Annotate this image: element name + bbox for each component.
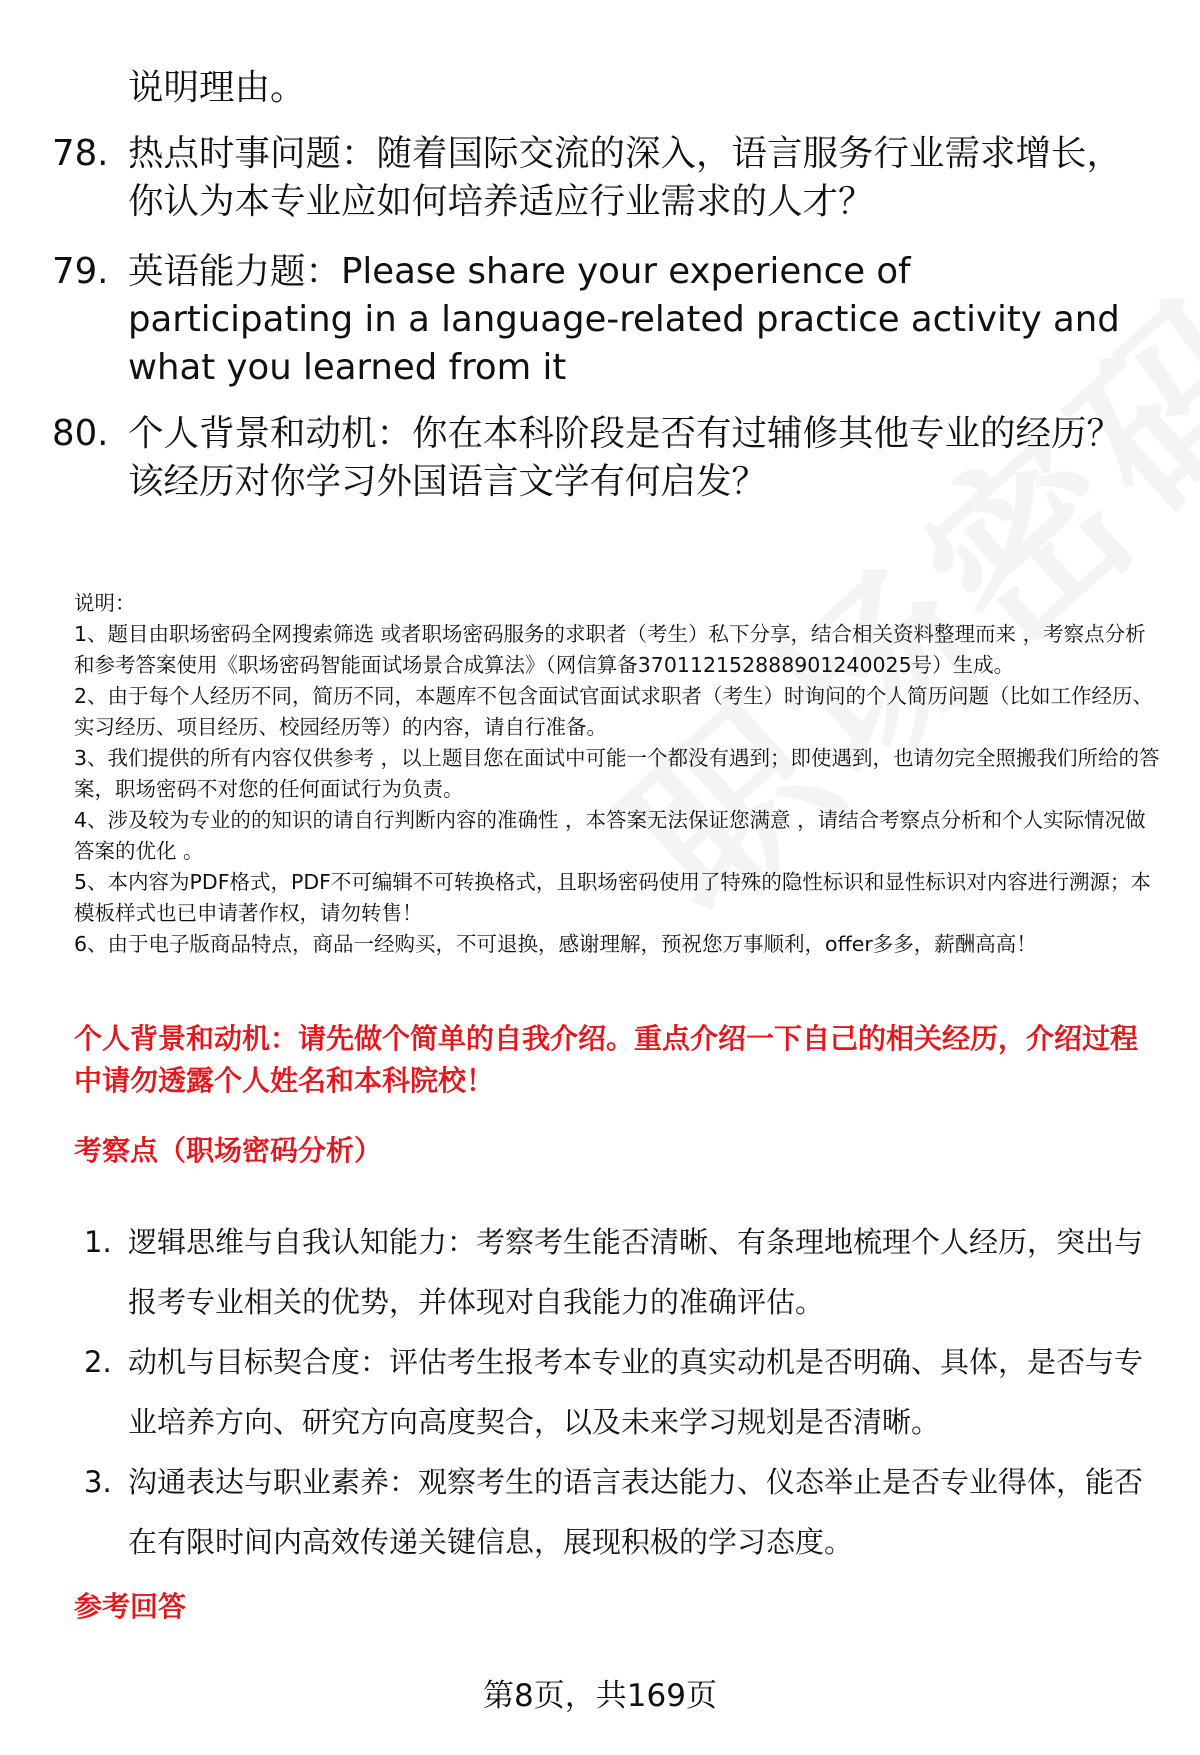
- point-number: 3.: [84, 1465, 112, 1499]
- question-79: [52, 248, 1142, 392]
- question-number: 79.: [52, 251, 109, 292]
- note-item: 5、本内容为PDF格式，PDF不可编辑不可转换格式，且职场密码使用了特殊的隐性标识和显性标识对内容进行溯源；本模板样式也已申请著作权，请勿转售！: [74, 870, 1151, 925]
- point-number: 2.: [84, 1345, 112, 1379]
- note-item: 1、题目由职场密码全网搜索筛选 或者职场密码服务的求职者（考生）私下分享，结合相关资料整理而来 ，考察点分析和参考答案使用《职场密码智能面试场景合成算法》（网信算备370112152888901240025号）生成。: [74, 622, 1146, 677]
- question-number: 78.: [52, 133, 109, 174]
- note-item: 2、由于每个人经历不同，简历不同，本题库不包含面试官面试求职者（考生）时询问的个人简历问题（比如工作经历、实习经历、项目经历、校园经历等）的内容，请自行准备。: [74, 684, 1154, 739]
- point-text: 逻辑思维与自我认知能力：考察考生能否清晰、有条理地梳理个人经历，突出与报考专业相关的优势，并体现对自我能力的准确评估。: [128, 1225, 1144, 1319]
- point-number: 1.: [84, 1225, 112, 1259]
- note-item: 6、由于电子版商品特点，商品一经购买，不可退换，感谢理解，预祝您万事顺利，offer多多，薪酬高高！: [74, 932, 1037, 956]
- featured-question: 个人背景和动机：请先做个简单的自我介绍。重点介绍一下自己的相关经历，介绍过程中请勿透露个人姓名和本科院校！: [74, 1022, 1139, 1097]
- note-item: 3、我们提供的所有内容仅供参考 ，以上题目您在面试中可能一个都没有遇到；即使遇到，也请勿完全照搬我们所给的答案，职场密码不对您的任何面试行为负责。: [74, 746, 1160, 801]
- page-footer: 第8页，共169页: [483, 1678, 717, 1714]
- point-text: 动机与目标契合度：评估考生报考本专业的真实动机是否明确、具体，是否与专业培养方向、研究方向高度契合，以及未来学习规划是否清晰。: [128, 1345, 1144, 1439]
- point-text: 沟通表达与职业素养：观察考生的语言表达能力、仪态举止是否专业得体，能否在有限时间内高效传递关键信息，展现积极的学习态度。: [128, 1465, 1144, 1559]
- question-80: [52, 410, 1142, 506]
- analysis-point: [84, 1212, 1164, 1332]
- analysis-point: [84, 1452, 1164, 1572]
- notes-title: 说明：: [74, 591, 136, 615]
- question-number: 80.: [52, 413, 109, 454]
- question-text: 个人背景和动机：你在本科阶段是否有过辅修其他专业的经历？该经历对你学习外国语言文学有何启发？: [128, 413, 1123, 502]
- answer-heading: 参考回答: [74, 1590, 187, 1623]
- question-text: 热点时事问题：随着国际交流的深入，语言服务行业需求增长，你认为本专业应如何培养适应行业需求的人才？: [128, 133, 1123, 222]
- analysis-point: [84, 1332, 1164, 1452]
- analysis-heading: 考察点（职场密码分析）: [74, 1134, 383, 1167]
- intro-fragment-text: 说明理由。: [128, 67, 306, 108]
- question-text: 英语能力题：Please share your experience of participating in a language-related practice activity and what you learned from it: [128, 251, 1120, 388]
- question-78: [52, 130, 1142, 226]
- disclaimer-notes: [74, 588, 1160, 960]
- analysis-points: [84, 1212, 1164, 1572]
- intro-fragment: [52, 64, 1142, 112]
- note-item: 4、涉及较为专业的的知识的请自行判断内容的准确性 ，本答案无法保证您满意 ，请结合考察点分析和个人实际情况做答案的优化 。: [74, 808, 1146, 863]
